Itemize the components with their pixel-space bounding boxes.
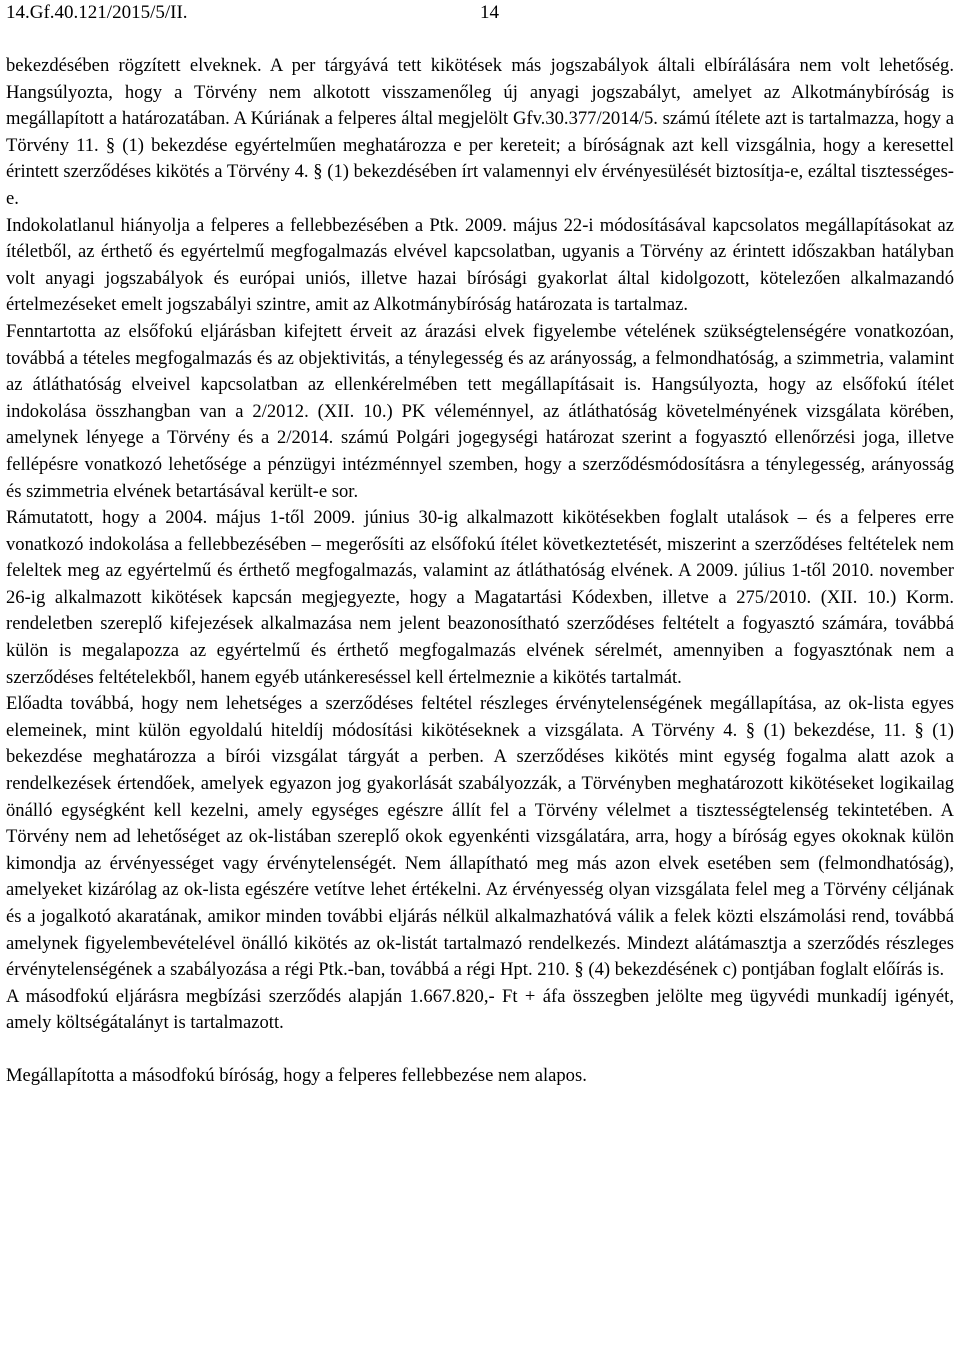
page-header <box>6 0 954 26</box>
paragraph: bekezdésében rögzített elveknek. A per tárgyává tett kikötések más jogszabályok általi elbírálására nem volt lehetőség. Hangsúlyozta, hogy a Törvény nem alkotott visszamenőleg új anyagi jogszabályt, amelyet az Alkotmánybíróság is megállapított a határozatában. A Kúriának a felperes által megjelölt Gfv.30.377/2014/5. számú ítélete azt is tartalmazza, hogy a Törvény 11. § (1) bekezdése egyértelműen meghatározza e per kereteit; a bíróságnak azt kell vizsgálnia, hogy a keresettel érintett szerződéses kikötés a Törvény 4. § (1) bekezdésében írt valamennyi elv érvényesülését biztosítja-e, ezáltal tisztességes-e. <box>6 55 954 209</box>
paragraph: Előadta továbbá, hogy nem lehetséges a szerződéses feltétel részleges érvénytelenségének megállapítása, az ok-lista egyes elemeinek, mint külön egyoldalú hiteldíj módosítási kikötéseknek a vizsgálata. A Törvény 4. § (1) bekezdése, 11. § (1) bekezdése meghatározza a bírói vizsgálat tárgyát a perben. A szerződéses kikötés mint egység fogalma alatt azok a rendelkezések értendőek, amelyek egyazon jog gyakorlását szabályozzák, a Törvényben meghatározott kikötéseket logikailag önálló egységként kell kezelni, amely egységes egészre állít fel a Törvény vélelmet a tisztességtelenség tekintetében. A Törvény nem ad lehetőséget az ok-listában szereplő okok egyenkénti vizsgálatára, arra, hogy a bíróság egyes okoknak külön kimondja az érvényességet vagy érvénytelenségét. Nem állapítható meg más azon elvek esetében sem (felmondhatóság), amelyeket kizárólag az ok-lista egészére vetítve lehet értékelni. Az érvényesség olyan vizsgálata felel meg a Törvény céljának és a jogalkotó akaratának, amikor minden további eljárás nélkül alkalmazhatóvá válik a felek közti elszámolási rend, továbbá amelynek figyelembevételével önálló kikötés az ok-listát tartalmazó rendelkezés. Mindezt alátámasztja a szerződés részleges érvénytelenségének a szabályozása a régi Ptk.-ban, továbbá a régi Hpt. 210. § (4) bekezdésének c) pontjában foglalt előírás is. <box>6 693 954 981</box>
page-number: 14 <box>480 2 499 23</box>
paragraph: A másodfokú eljárásra megbízási szerződés alapján 1.667.820,- Ft + áfa összegben jelölte meg ügyvédi munkadíj igényét, amely költségátalányt is tartalmazott. <box>6 985 954 1034</box>
paragraph: Megállapította a másodfokú bíróság, hogy a felperes fellebbezése nem alapos. <box>6 1064 587 1086</box>
case-number: 14.Gf.40.121/2015/5/II. <box>6 2 188 23</box>
paragraph: Rámutatott, hogy a 2004. május 1-től 2009. június 30-ig alkalmazott kikötésekben foglalt utalások – és a felperes erre vonatkozó indokolása a fellebbezésében – megerősíti az elsőfokú ítélet következtetését, miszerint a szerződéses feltételek nem feleltek meg az egyértelmű és érthető megfogalmazás, valamint az átláthatóság elvének. A 2009. július 1-től 2010. november 26-ig alkalmazott kikötések kapcsán megjegyezte, hogy a Magatartási Kódexben, illetve a 275/2010. (XII. 10.) Korm. rendeletben szereplő kifejezések alkalmazása nem jelent beazonosítható szerződéses feltételt a fogyasztó számára, továbbá külön is megalapozza az egyértelmű és érthető megfogalmazás elvének sérelmét, amennyiben a fogyasztónak nem a szerződéses feltételekből, hanem egyéb utánkereséssel kell értelmeznie a kikötés tartalmát. <box>6 507 954 688</box>
paragraph: Fenntartotta az elsőfokú eljárásban kifejtett érveit az árazási elvek figyelembe vételének szükségtelenségére vonatkozóan, továbbá a tételes megfogalmazás és az objektivitás, a ténylegesség és az arányosság, a felmondhatóság, a szimmetria, valamint az átláthatóság elveivel kapcsolatban az ellenkérelmében tett megállapításait is. Hangsúlyozta, hogy az elsőfokú ítélet indokolása összhangban van a 2/2012. (XII. 10.) PK véleménnyel, az átláthatóság követelményének vizsgálata körében, amelynek lényege a Törvény és a 2/2014. számú Polgári jogegységi határozat szerint a fogyasztó ellenőrzési joga, illetve fellépésre vonatkozó lehetősége a pénzügyi intézménnyel szemben, hogy a szerződésmódosításra a ténylegesség, arányosság és szimmetria elvének betartásával került-e sor. <box>6 320 954 502</box>
paragraph: Indokolatlanul hiányolja a felperes a fellebbezésében a Ptk. 2009. május 22-i módosításával kapcsolatos megállapításokat az ítéletből, az érthető és egyértelmű megfogalmazás elvével kapcsolatban, ugyanis a Törvény az érintett időszakban hatályban volt anyagi jogszabályok és európai uniós, illetve hazai bírósági gyakorlat által kidolgozott, kötelezően alkalmazandó értelmezéseket emelt jogszabályi szintre, amit az Alkotmánybíróság határozata is tartalmaz. <box>6 214 954 316</box>
document-body <box>6 53 954 1090</box>
